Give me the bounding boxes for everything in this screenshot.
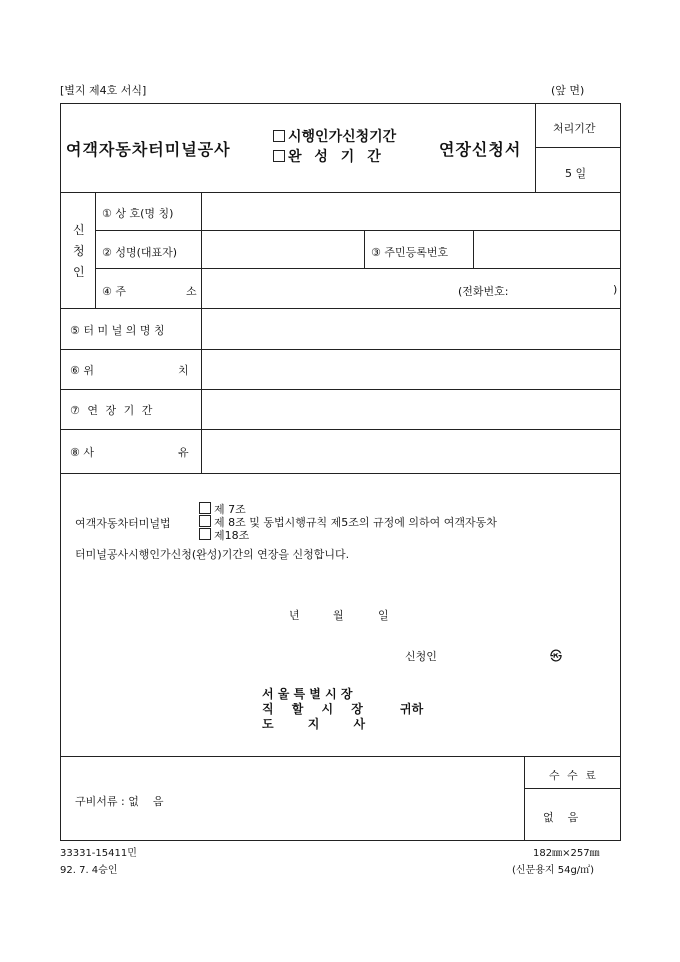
applicant-group-label: 신 청 인: [73, 223, 85, 279]
form-number: [별지 제4호 서식]: [60, 84, 147, 97]
processing-value: 5 일: [565, 167, 587, 180]
applicant-group-divider: [95, 192, 96, 309]
article-7: 제 7조: [199, 501, 246, 517]
extension-period-label: ⑦ 연 장 기 간: [70, 404, 155, 417]
honorific: 귀하: [400, 702, 424, 716]
reason-label-right: 유: [178, 446, 189, 459]
address-label-right: 소: [186, 285, 197, 298]
page-side: (앞 면): [551, 84, 585, 97]
date-year: 년: [289, 609, 300, 622]
form-code: 33331-15411민: [60, 848, 137, 859]
terminal-name-label: ⑤ 터 미 널 의 명 칭: [70, 324, 165, 337]
article-18: 제18조: [199, 527, 249, 543]
date-day: 일: [378, 609, 389, 622]
checkbox-completion[interactable]: [273, 150, 285, 162]
phone-close: ): [613, 283, 618, 296]
frame-left: [60, 103, 61, 840]
trade-name-field[interactable]: [202, 193, 620, 230]
line-after-reason: [60, 473, 621, 474]
resident-number-label: ③ 주민등록번호: [371, 246, 449, 259]
article-8: 제 8조 및 동법시행규칙 제5조의 규정에 의하여 여객자동차: [199, 514, 497, 530]
reason-label-left: ⑧ 사: [70, 446, 94, 459]
representative-label: ② 성명(대표자): [102, 246, 178, 259]
fee-label: 수 수 료: [549, 769, 598, 782]
representative-field[interactable]: [202, 231, 364, 268]
phone-field[interactable]: [525, 272, 610, 304]
phone-label: (전화번호:: [458, 285, 509, 298]
fee-divider: [524, 756, 525, 840]
title-option-completion: 완 성 기 간: [273, 146, 385, 166]
statement-line-2: 터미널공사시행인가신청(완성)기간의 연장을 신청합니다.: [75, 548, 350, 561]
location-label-left: ⑥ 위: [70, 364, 94, 377]
checkbox-article-8[interactable]: [199, 515, 211, 527]
date-month: 월: [333, 609, 344, 622]
paper-size: 182㎜×257㎜: [533, 848, 600, 859]
paper-type: (신문용지 54g/㎡): [512, 865, 595, 876]
trade-name-label: ① 상 호(명 칭): [102, 207, 174, 220]
fee-value: 없 음: [543, 811, 579, 824]
address-field[interactable]: [202, 269, 452, 308]
form-title: 여객자동차터미널공사: [66, 140, 231, 159]
resident-number-field[interactable]: [474, 231, 620, 268]
fee-midline: [524, 788, 621, 789]
checkbox-article-18[interactable]: [199, 528, 211, 540]
frame-top: [60, 103, 621, 104]
location-label-right: 치: [178, 364, 189, 377]
resident-divider-left: [364, 230, 365, 268]
processing-label: 처리기간: [553, 122, 596, 135]
approval-date: 92. 7. 4승인: [60, 865, 118, 876]
applicant-sign-label: 신청인: [405, 650, 437, 663]
reason-field[interactable]: [202, 430, 620, 473]
required-documents: 구비서류 : 없 음: [75, 795, 164, 808]
checkbox-article-7[interactable]: [199, 502, 211, 514]
frame-right: [620, 103, 621, 840]
law-name: 여객자동차터미널법: [75, 517, 171, 530]
line-before-documents: [60, 756, 621, 757]
checkbox-permit[interactable]: [273, 130, 285, 142]
recipient-seoul: 서 울 특 별 시 장: [262, 687, 353, 701]
extension-period-field[interactable]: [202, 390, 620, 429]
frame-bottom: [60, 840, 621, 841]
processing-midline: [535, 147, 620, 148]
recipient-province: 도 지 사: [262, 717, 366, 731]
title-option-permit: 시행인가신청기간: [273, 126, 396, 146]
terminal-name-field[interactable]: [202, 309, 620, 349]
form-title-suffix: 연장신청서: [439, 140, 522, 159]
recipient-metro: 직 할 시 장: [262, 702, 363, 716]
address-label-left: ④ 주: [102, 285, 126, 298]
seal-mark: ㉿: [550, 649, 563, 663]
location-field[interactable]: [202, 350, 620, 389]
